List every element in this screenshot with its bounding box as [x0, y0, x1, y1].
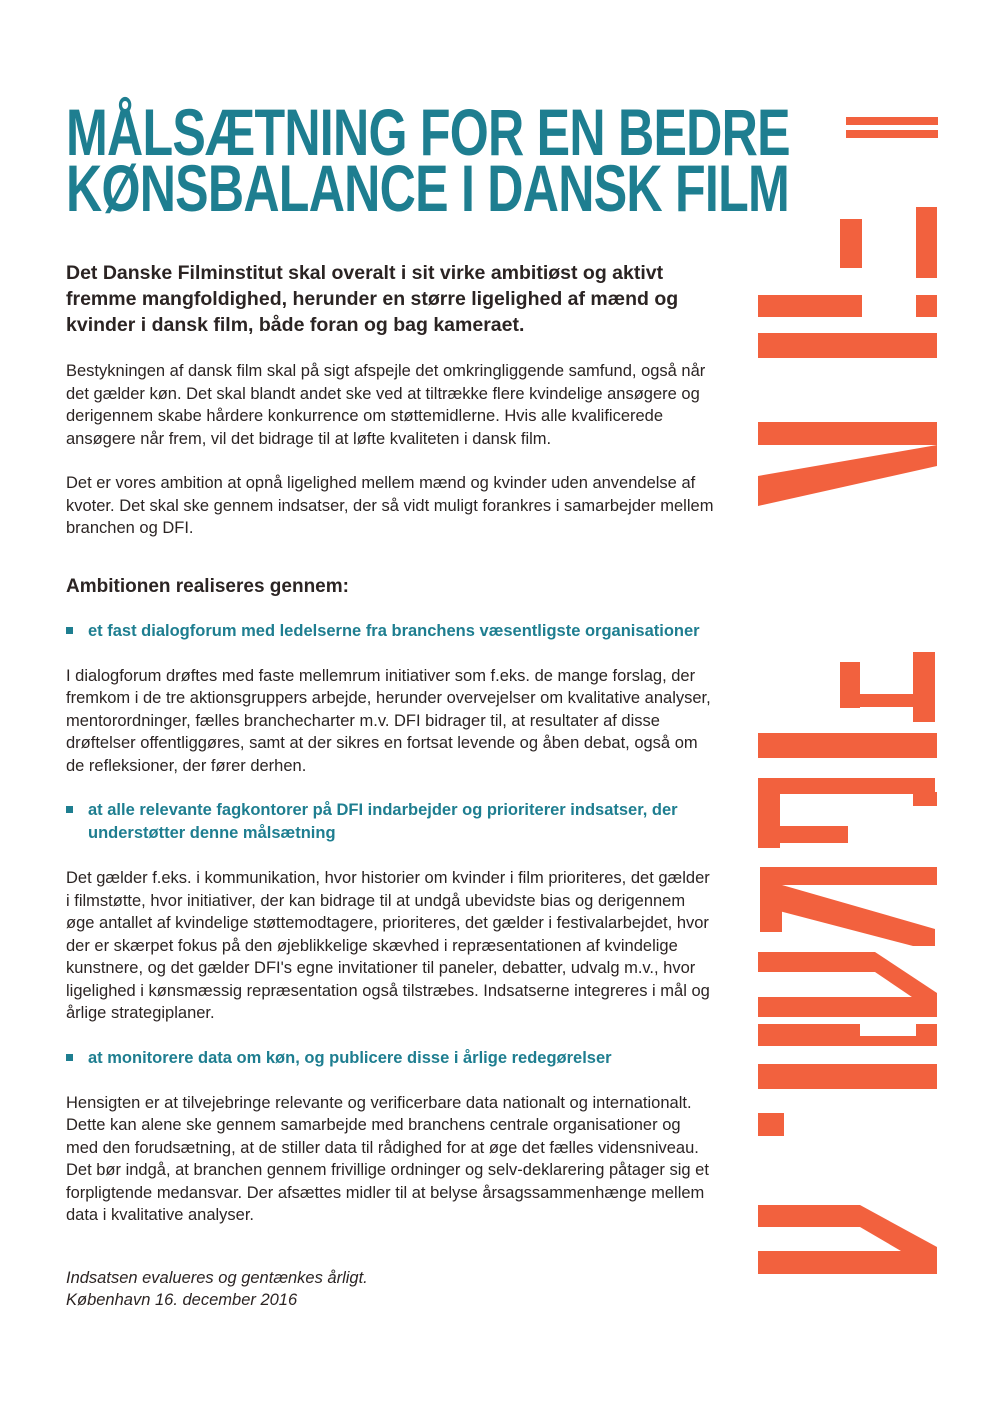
bullet-item — [66, 620, 706, 643]
section-heading: Ambitionen realiseres gennem: — [66, 575, 349, 597]
page-title — [66, 95, 790, 225]
paragraph: Bestykningen af dansk film skal på sigt afspejle det omkringliggende samfund, også når det gælder køn. Det skal blandt andet ske ved at tiltrække flere kvindelige ansøgere og derigennem skabe hårdere konkurrence om støttemidlerne. Hvis alle kvalificerede ansøgere når frem, vil det bidrage til at løfte kvaliteten i dansk film. — [66, 362, 706, 448]
paragraph: I dialogforum drøftes med faste mellemrum initiativer som f.eks. de mange forslag, der fremkom i de tre aktionsgruppers arbejde, herunder overvejelser om kvalitative analyser, mentorordninger, fælles branchecharter m.v. DFI bidrager til, at resultater af disse drøftelser offentliggøres, samt at der sikres en fortsat levende og åben debat, også om de refleksioner, der fører derhen. — [66, 666, 711, 775]
body-content — [66, 360, 714, 1227]
bullet-item — [66, 799, 706, 845]
footer-note — [66, 1267, 714, 1312]
intro-paragraph: Det Danske Filminstitut skal overalt i sit virke ambitiøst og aktivt fremme mangfoldighed, herunder en større ligelighed af mænd og kvinder i dansk film, både foran og bag kameraet. — [66, 262, 679, 337]
text-column — [66, 0, 790, 1312]
paragraph: Hensigten er at tilvejebringe relevante og verificerbare data nationalt og internationalt. Dette kan alene ske gennem samarbejde med branchens centrale organisationer og med den forudsætning, at de stiller data til rådighed for at øge det fælles vidensniveau. Det bør indgå, at branchen gennem frivillige ordninger og selv-deklarering påtager sig et forpligtende medansvar. Der afsættes midler til at belyse årsagssammenhænge mellem data i kvalitative analyser. — [66, 1093, 709, 1225]
paragraph: Det gælder f.eks. i kommunikation, hvor historier om kvinder i film prioriteres, det gælder i filmstøtte, hvor initiativer, der kan bidrage til at undgå ubevidste bias og derigennem øge antallet af kvindelige støttemodtagere, prioriteres, det gælder i festivalarbejdet, hvor der er skærpet fokus på den øjeblikkelige skævhed i repræsentationen af kvindelige kunstnere, og det gælder DFI's egne invitationer til paneler, debatter, udvalg m.v., hvor ligelighed i kønsmæssig repræsentation også tilstræbes. Indsatserne integreres i mål og årlige strategiplaner. — [66, 869, 710, 1023]
paragraph: Det er vores ambition at opnå ligelighed mellem mænd og kvinder uden anvendelse af kvoter. Det skal ske gennem indsatser, der så vidt muligt forankres i samarbejder mellem branchen og DFI. — [66, 474, 714, 538]
bullet-square-icon — [66, 627, 73, 634]
bullet-item — [66, 1047, 706, 1070]
page-title-line2: KØNSBALANCE I DANSK FILM — [66, 151, 789, 225]
footer-line2: København 16. december 2016 — [66, 1291, 298, 1310]
bullet-square-icon — [66, 806, 73, 813]
page-title-line1: MÅLSÆTNING FOR EN BEDRE — [66, 95, 790, 169]
bullet-text: at monitorere data om køn, og publicere disse i årlige redegørelser — [88, 1048, 612, 1067]
footer-line1: Indsatsen evalueres og gentænkes årligt. — [66, 1268, 368, 1287]
bullet-text: at alle relevante fagkontorer på DFI indarbejder og prioriterer indsatser, der understøtter denne målsætning — [88, 801, 678, 843]
bullet-square-icon — [66, 1054, 73, 1061]
bullet-text: et fast dialogforum med ledelserne fra branchens væsentligste organisationer — [88, 621, 700, 640]
